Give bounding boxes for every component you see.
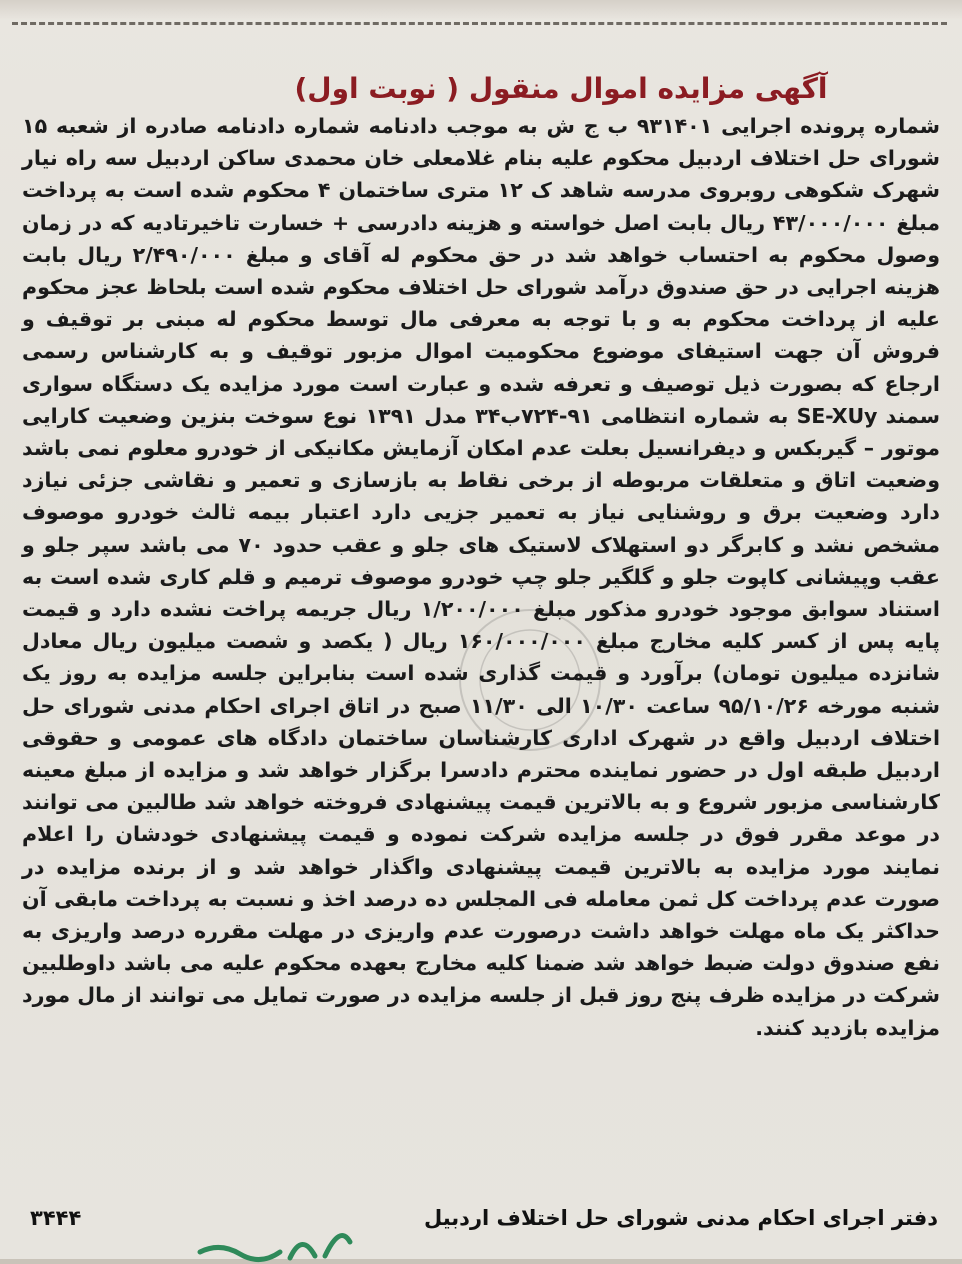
dashed-cut-line [12, 22, 947, 25]
notice-code: ۳۴۴۴ [30, 1206, 82, 1230]
notice-body: شماره پرونده اجرایی ۹۳۱۴۰۱ ب ج ش به موجب دادنامه شماره دادنامه صادره از شعبه ۱۵ شورای حل اختلاف اردبیل محکوم علیه بنام غلامعلی خان محمدی ساکن اردبیل سه راه نیار شهرک شکوهی روبروی مدرسه شاهد ک ۱۲ متری ساختمان ۴ محکوم شده است به پرداخت مبلغ ۴۳/۰۰۰/۰۰۰ ریال بابت اصل خواسته و هزینه دادرسی + خسارت تاخیرتادیه که در زمان وصول محکوم به احتساب خواهد شد در حق محکوم له آقای و مبلغ ۲/۴۹۰/۰۰۰ ریال بابت هزینه اجرایی در حق صندوق درآمد شورای حل اختلاف محکوم شده است بلحاظ عجز محکوم علیه از پرداخت محکوم به و با توجه به معرفی مال توسط محکوم له مبنی بر توقیف و فروش آن جهت استیفای موضوع محکومیت اموال مزبور توقیف و به کارشناس رسمی ارجاع که بصورت ذیل توصیف و تعرفه شده و عبارت است مورد مزایده یک دستگاه سواری سمند SE-XUy به شماره انتظامی ۹۱-۷۲۴ب۳۴ مدل ۱۳۹۱ نوع سوخت بنزین وضعیت کارایی موتور – گیربکس و دیفرانسیل بعلت عدم امکان آزمایش مکانیکی از خودرو معلوم نمی باشد وضعیت اتاق و متعلقات مربوطه از برخی نقاط به بازسازی و تعمیر و نقاشی جزئی نیازد دارد وضعیت برق و روشنایی نیاز به تعمیر جزیی دارد اعتبار بیمه ثالث خودرو موصوف مشخص نشد و کابرگر دو استهلاک لاستیک های جلو و عقب حدود ۷۰ می باشد سپر جلو و عقب وپیشانی کاپوت جلو و گلگیر جلو چپ خودرو موصوف ترمیم و قلم کاری شده است به استناد سوابق موجود خودرو مذکور مبلغ ۱/۲۰۰/۰۰۰ ریال جریمه پراخت نشده دارد و قیمت پایه پس از کسر کلیه مخارج مبلغ ۱۶۰/۰۰۰/۰۰۰ ریال ( یکصد و شصت میلیون ریال معادل شانزده میلیون تومان) برآورد و قیمت گذاری شده است بنابراین جلسه مزایده به روز یک شنبه مورخه ۹۵/۱۰/۲۶ ساعت ۱۰/۳۰ الی ۱۱/۳۰ صبح در اتاق اجرای احکام مدنی شورای حل اختلاف اردبیل واقع در شهرک اداری کارشناسان ساختمان دادگاه های عمومی و حقوقی اردبیل طبقه اول در حضور نماینده محترم دادسرا برگزار خواهد شد و مزایده از مبلغ معینه کارشناسی مزبور شروع و به بالاترین قیمت پیشنهادی فروخته خواهد شد طالبین می توانند در موعد مقرر فوق در جلسه مزایده شرکت نموده و قیمت پیشنهادی خودشان را اعلام نمایند مورد مزایده به بالاترین قیمت پیشنهادی واگذار خواهد شد و از برنده مزایده در صورت عدم پرداخت کل ثمن معامله فی المجلس ده درصد اخذ و نسبت به پرداخت مابقی آن حداکثر یک ماه مهلت خواهد داشت درصورت عدم واریزی در مهلت مقرره درصد واریزی به نفع صندوق دولت ضبط خواهد شد ضمنا کلیه مخارج بعهده محکوم علیه می باشد داوطلبین شرکت در مزایده ظرف پنج روز قبل از جلسه مزایده در صورت تمایل می توانند از مال مورد مزایده بازدید کنند. [22, 114, 941, 1040]
issuer-signature: دفتر اجرای احکام مدنی شورای حل اختلاف اردبیل [423, 1206, 938, 1230]
notice-title: آگهی مزایده اموال منقول ( نوبت اول) [294, 72, 828, 105]
notice-footer [22, 1206, 940, 1246]
auction-notice [22, 70, 940, 1044]
top-edge-shadow [0, 0, 962, 20]
green-handwritten-mark [190, 1212, 360, 1264]
